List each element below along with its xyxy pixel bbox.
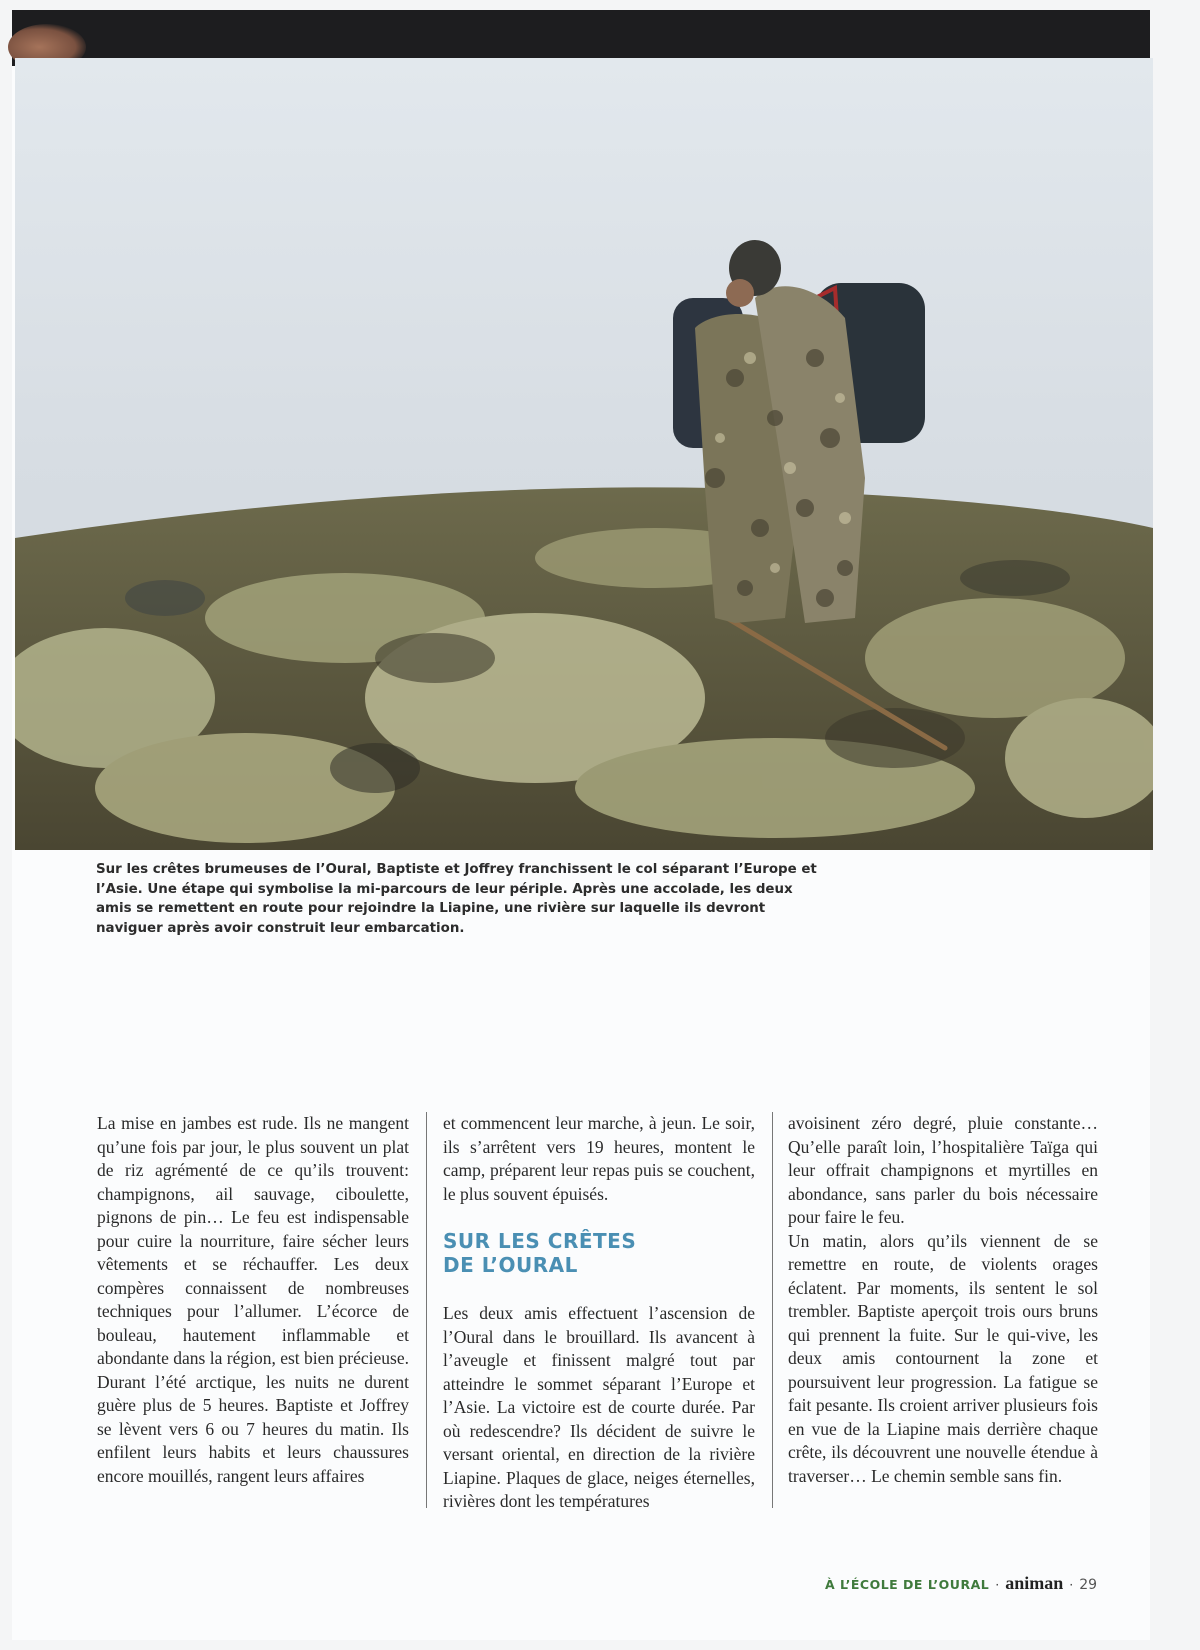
page-number: 29 <box>1079 1577 1098 1593</box>
hero-photo <box>15 58 1153 850</box>
paragraph: Les deux amis effectuent l’ascension de l’Oural dans le brouillard. Ils avancent à l’aveugle et finissent malgré tout par atteindre le sommet séparant l’Europe et l’Asie. La victoire est de courte durée. Par où redescendre? Ils décident de suivre le versant oriental, en direction de la rivière Liapine. Plaques de glace, neiges éternelles, rivières dont les températures <box>443 1303 755 1511</box>
section-heading-line: SUR LES CRÊTES <box>443 1229 637 1253</box>
footer-separator: · <box>995 1577 1000 1592</box>
paragraph: et commencent leur marche, à jeun. Le soir, ils s’arrêtent vers 19 heures, montent le camp, préparent leur repas puis se couchent, le plus souvent épuisés. <box>443 1113 755 1204</box>
paragraph: avoisinent zéro degré, pluie constante… Qu’elle paraît loin, l’hospitalière Taïga qui leur offrait champignons et myrtilles en abondance, sans parler du bois nécessaire pour faire le feu. <box>788 1113 1098 1227</box>
column-divider <box>426 1112 427 1508</box>
paragraph: La mise en jambes est rude. Ils ne mangent qu’une fois par jour, le plus souvent un plat de riz agrémenté de ce qu’ils trouvent: champignons, ail sauvage, ciboulette, pignons de pin… Le feu est indispensable pour cuire la nourriture, faire sécher leurs vêtements et se réchauffer. Les deux compères connaissent de nombreuses techniques pour l’allumer. L’écorce de bouleau, hautement inflammable et abondante dans la région, est bien précieuse. <box>97 1113 409 1368</box>
footer-section-title: À L’ÉCOLE DE L’OURAL <box>825 1577 990 1592</box>
magazine-name: animan <box>1005 1573 1064 1593</box>
photo-caption: Sur les crêtes brumeuses de l’Oural, Baptiste et Joffrey franchissent le col séparant l’Europe et l’Asie. Une étape qui symbolise la mi-parcours de leur périple. Après une accolade, les deux amis se remettent en route pour rejoindre la Liapine, une rivière sur laquelle ils devront naviguer après avoir construit leur embarcation. <box>96 862 817 936</box>
article-column-2 <box>443 1112 755 1514</box>
column-divider <box>772 1112 773 1508</box>
article-column-1 <box>97 1112 409 1488</box>
footer-separator: · <box>1069 1577 1074 1592</box>
page-footer <box>825 1573 1097 1594</box>
section-heading <box>443 1229 755 1277</box>
paragraph: Un matin, alors qu’ils viennent de se remettre en route, de violents orages éclatent. Par moments, ils sentent le sol trembler. Baptiste aperçoit trois ours bruns qui prennent la fuite. Sur le qui-vive, les deux amis contournent la zone et poursuivent leur progression. La fatigue se fait pesante. Ils croient arriver plusieurs fois en vue de la Liapine mais derrière chaque crête, ils découvrent une nouvelle étendue à traverser… Le chemin semble sans fin. <box>788 1230 1098 1486</box>
section-heading-line: DE L’OURAL <box>443 1253 578 1277</box>
paragraph: Durant l’été arctique, les nuits ne durent guère plus de 5 heures. Baptiste et Joffrey se lèvent vers 6 ou 7 heures du matin. Ils enfilent leurs habits et leurs chaussures encore mouillés, rangent leurs affaires <box>97 1371 409 1486</box>
article-column-3 <box>788 1112 1098 1488</box>
